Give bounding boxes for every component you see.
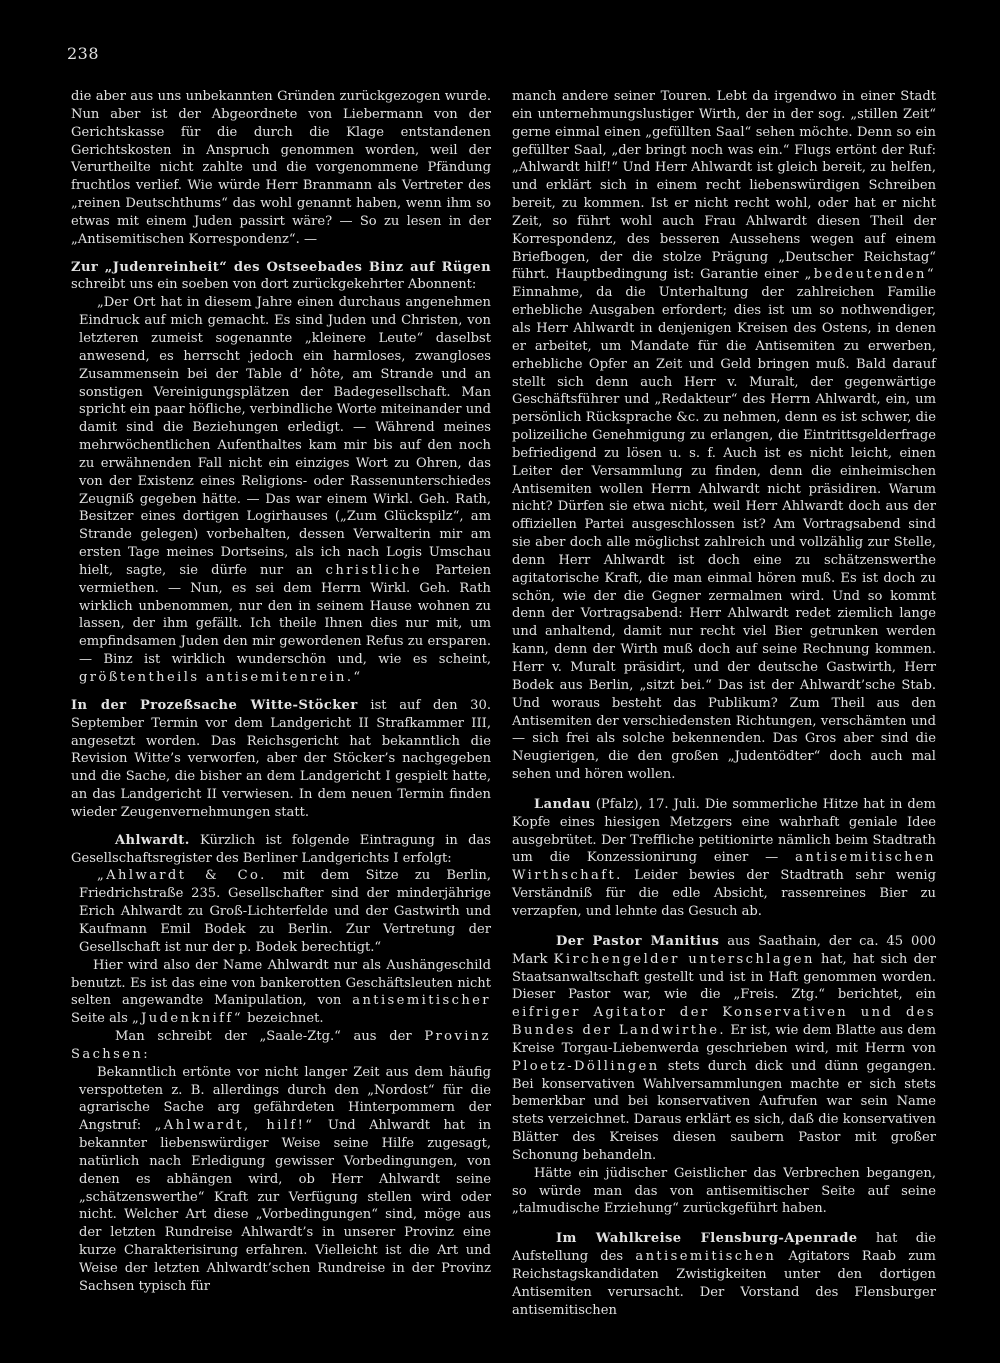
paragraph-text: bezeichnet. xyxy=(247,1011,324,1027)
quote-saale-ztg xyxy=(79,1064,491,1296)
headline-witte-stoecker: In der Prozeßsache Witte-Stöcker xyxy=(71,697,358,713)
quote-text: mit dem Sitze zu Berlin, Friedrichstraße 235. Gesellschafter sind der minderjährige Erich Ahlwardt zu Groß-Lichterfelde und der Gastwirth und Kaufmann Emil Bodek zu Berlin. Zur Vertretung der Gesellschaft ist nur der p. Bodek berechtigt.“ xyxy=(79,868,491,955)
article-binz xyxy=(71,259,491,295)
quote-text: Parteien vermiethen. — Nun, es sei dem Herrn Wirkl. Geh. Rath wirklich unbenommen, nur den in seinem Hause wohnen zu lassen, der ihm gefällt. Ich theile Ihnen dies nur mit, um empfindsamen Juden den mir gewordenen Refus zu ersparen. — Binz ist wirklich wunderschön und, wie es scheint, xyxy=(79,562,491,668)
article-witte-stoecker xyxy=(71,697,491,822)
spaced-text: Kirchengelder unterschlagen xyxy=(553,951,815,967)
quote-text: Bekanntlich ertönte vor nicht langer Zeit aus dem häufig verspotteten z. B. allerdings durch den „Nordost“ für die agrarische Sache arg gefährdeten Hinterpommern der Angstruf: xyxy=(79,1064,491,1134)
paragraph-text: manch andere seiner Touren. Lebt da irgendwo in einer Stadt ein unternehmungslustiger Wirth, der in der sog. „stillen Zeit“ gerne einmal einen „gefüllten Saal“ sehen möchte. Denn so ein gefüllter Saal, „der bringt noch was ein.“ Flugs ertönt der Ruf: „Ahlwardt hilf!“ Und Herr Ahlwardt ist gleich bereit, zu helfen, und erklärt sich in einem recht liebenswürdigen Schreiben bereit, zu kommen. Ist er nicht recht wohl, oder hat er nicht Zeit, so führt wohl auch Frau Ahlwardt diesen Theil der Korrespondenz, des besseren Aussehens wegen auf einem Briefbogen, der die stolze Prägung „Deutscher Reichstag“ führt. Hauptbedingung ist: Garantie einer xyxy=(512,89,936,283)
article-manitius xyxy=(512,933,936,1165)
paragraph-text: stets durch dick und dünn gegangen. Bei konservativen Wahlversammlungen machte er sich stets bemerkbar und bei konservativen Aufrufen war sein Name stets verzeichnet. Daraus erklärt es sich, daß die konservativen Blätter des Kreises diesen saubern Pastor mit großer Schonung behandeln. xyxy=(512,1058,936,1163)
spaced-text: antisemitischen xyxy=(635,1249,777,1265)
spaced-text: „Ahlwardt & Co. xyxy=(97,868,267,884)
quote-ahlwardt-register xyxy=(79,867,491,956)
headline-flensburg: Im Wahlkreise Flensburg-Apenrade xyxy=(556,1231,858,1247)
article-landau xyxy=(512,796,936,921)
paragraph-text: Kürzlich ist folgende Eintragung in das Gesellschaftsregister des Berliner Landgerichts I erfolgt: xyxy=(71,832,491,866)
spaced-text: antisemitischer xyxy=(352,993,491,1009)
paragraph-text: aus Saathain, der ca. 45 000 Mark xyxy=(512,933,936,967)
spaced-text: größtentheils antisemitenrein. xyxy=(79,670,354,685)
paragraph-text: Er ist, wie dem Blatte aus dem Kreise Torgau-Liebenwerda geschrieben wird, mit Herrn von xyxy=(512,1023,936,1056)
paragraph-text: Hier wird also der Name Ahlwardt nur als Aushängeschild benutzt. Es ist das eine von bankerotten Geschäftsleuten nicht selten angewandte Manipulation, von xyxy=(71,957,491,1009)
paragraph-text: Agitators Raab zum Reichstagskandidaten Zwistigkeiten unter den dortigen Antisemiten verursacht. Der Vorstand des Flensburger antisemitischen xyxy=(512,1249,936,1318)
spaced-text: „bedeutenden“ xyxy=(804,267,936,283)
article-ahlwardt xyxy=(71,832,491,868)
paragraph-text: Hätte ein jüdischer Geistlicher das Verbrechen begangen, so würde man das von antisemitischer Seite auf seine „talmudische Erziehung“ zurückgeführt haben. xyxy=(512,1165,936,1217)
headline-landau: Landau xyxy=(534,796,591,812)
spaced-text: eifriger Agitator der Konservativen und des Bundes der Landwirthe. xyxy=(512,1005,936,1039)
quote-close: “ xyxy=(353,670,361,685)
paragraph-text: ist auf den 30. September Termin vor dem Landgericht II Strafkammer III, angesetzt worden. Das Reichsgericht hat bekanntlich die Revision Witte’s verworfen, aber der Stöcker’s nachgegeben und die Sache, die bisher an dem Landgericht I gespielt hatte, an das Landgericht II verwiesen. In dem neuen Termin finden wieder Zeugenvernehmungen statt. xyxy=(71,697,491,820)
headline-manitius: Der Pastor Manitius xyxy=(556,933,720,949)
paragraph-saale-ztg xyxy=(71,1028,491,1064)
headline-ahlwardt: Ahlwardt. xyxy=(115,832,190,848)
spaced-text: christliche xyxy=(325,562,423,578)
paragraph-text: die aber aus uns unbekannten Gründen zurückgezogen wurde. Nun aber ist der Abgeordnete von Liebermann von der Gerichtskasse für die durch die Klage entstandenen Gerichtskosten in Anspruch genommen worden, weil der Verurtheilte nicht zahlte und die vorgenommene Pfändung fruchtlos verlief. Wie würde Herr Branmann als Vertreter des „reinen Deutschthums“ das wohl genannt haben, wenn ihm so etwas mit einem Juden passirt wäre? — So zu lesen in der „Antisemitischen Korrespondenz“. — xyxy=(71,89,491,247)
headline-binz: Zur „Judenreinheit“ des Ostseebades Binz auf Rügen xyxy=(71,259,491,275)
article-flensburg xyxy=(512,1230,936,1319)
paragraph-text: Leider bewies der Stadtrath sehr wenig Verständniß für die edle Absicht, rassenreines Bier zu verzapfen, und lehnte das Gesuch ab. xyxy=(512,868,937,919)
spaced-text: Provinz Sachsen: xyxy=(71,1029,491,1062)
paragraph-text: hat, hat sich der Staatsanwaltschaft gestellt und ist in Haft genommen worden. Dieser Pastor war, wie die „Freis. Ztg.“ berichtet, ein xyxy=(512,951,936,1003)
paragraph-text: schreibt uns ein soeben von dort zurückgekehrter Abonnent: xyxy=(71,277,477,293)
paragraph-talmudische-erziehung xyxy=(512,1165,936,1219)
paragraph-text: Man schreibt der „Saale-Ztg.“ aus der xyxy=(115,1029,412,1045)
paragraph-text: hat die Aufstellung des xyxy=(512,1231,937,1265)
article-branmann-end xyxy=(71,88,491,249)
spaced-text: Ploetz-Döllingen xyxy=(512,1058,660,1074)
paragraph-text: Einnahme, da die Unterhaltung der zahlreichen Familie erhebliche Ausgaben erfordert; dies ist um so nothwendiger, als Herr Ahlwardt in denjenigen Kreisen des Ostens, in denen er arbeitet, um Mandate für die Antisemiten zu erwerben, erhebliche Opfer an Zeit und Geld bringen muß. Bald darauf stellt sich denn auch Herr v. Muralt, der gegenwärtige Geschäftsführer und „Redakteur“ des Herrn Ahlwardt, ein, um persönlich Rücksprache &c. zu nehmen, denn es ist schwer, die polizeiliche Genehmigung zu erlangen, die Eintrittsgelderfrage befriedigend zu lösen u. s. f. Auch ist es nicht leicht, einen Leiter der Versammlung zu finden, denn die einheimischen Antisemiten wollen Herrn Ahlwardt nicht präsidiren. Warum nicht? Dürfen sie etwa nicht, weil Herr Ahlwardt doch aus der offiziellen Partei ausgeschlossen ist? Am Vortragsabend sind sie aber doch alle möglichst zahlreich und vollzählig zur Stelle, denn Herr Ahlwardt ist doch eine zu schätzenswerthe agitatorische Kraft, die man einmal hören muß. Es ist doch zu schön, wie der die Gegner zermalmen wird. Und so kommt denn der Vortragsabend: Herr Ahlwardt redet ziemlich lange und anhaltend, damit nur recht viel Bier getrunken werden kann, denn der Wirth muß doch auf seine Rechnung kommen. Herr v. Muralt präsidirt, und der deutsche Gastwirth, Herr Bodek aus Berlin, „sitzt bei.“ Das ist der Ahlwardt’sche Stab. Und woraus besteht das Publikum? Zum Theil aus den Antisemiten der verschiedensten Richtungen, verschämten und — sich frei als solche bekennenden. Das Gros aber sind die Neugierigen, die den großen „Judentödter“ doch auch mal sehen und hören wollen. xyxy=(512,285,936,783)
article-ahlwardt-continued xyxy=(512,88,936,784)
quote-text: „Der Ort hat in diesem Jahre einen durchaus angenehmen Eindruck auf mich gemacht. Es sind Juden und Christen, von letzteren zumeist sogenannte „kleinere Leute“ daselbst anwesend, es herrscht jedoch ein harmloses, zwangloses Zusammensein bei der Table d’ hôte, am Strande und an sonstigen Vereinigungsplätzen der Badegesellschaft. Man spricht ein paar höfliche, verbindliche Worte miteinander und damit sind die Beziehungen erledigt. — Während meines mehrwöchentlichen Aufenthaltes kam mir bis auf den noch zu erwähnenden Fall nicht ein einziges Wort zu Ohren, das von der Existenz eines Religions- oder Rassenunterschiedes Zeugniß gegeben hätte. — Das war einem Wirkl. Geh. Rath, Besitzer eines dortigen Logirhauses („Zum Glückspilz“, am Strande gelegen) vorbehalten, dessen Verwalterin mir am ersten Tage meines Dortseins, als ich nach Logis Umschau hielt, sagte, sie dürfe nur an xyxy=(79,295,491,578)
left-column xyxy=(71,88,491,1296)
spaced-text: antisemitischen Wirthschaft. xyxy=(512,850,936,884)
paragraph-text: Seite als xyxy=(71,1011,128,1027)
paragraph-aushaengeschild xyxy=(71,957,491,1028)
page-number: 238 xyxy=(67,44,100,63)
quote-text: Und Ahlwardt hat in bekannter liebenswürdiger Weise seine Hilfe zugesagt, natürlich nach Erledigung gewisser Vorbedingungen, von denen es abhängen wird, ob Herr Ahlwardt seine „schätzenswerthe“ Kraft zur Verfügung stellen wird oder nicht. Welcher Art diese „Vorbedingungen“ sind, möge aus der letzten Rundreise Ahlwardt’s in unserer Provinz eine kurze Charakterisirung erfahren. Vielleicht ist die Art und Weise der letzten Ahlwardt’schen Rundreise in der Provinz Sachsen typisch für xyxy=(79,1118,492,1294)
paragraph-text: (Pfalz), 17. Juli. Die sommerliche Hitze hat in dem Kopfe eines hiesigen Metzgers eine wahrhaft geniale Idee ausgebrütet. Der Treffliche petitionirte nämlich beim Stadtrath um die Konzessionirung einer — xyxy=(512,796,936,866)
spaced-text: „Ahlwardt, hilf!“ xyxy=(154,1118,315,1134)
right-column xyxy=(512,88,936,1320)
spaced-text: „Judenkniff“ xyxy=(131,1011,243,1027)
quote-binz xyxy=(79,294,491,687)
